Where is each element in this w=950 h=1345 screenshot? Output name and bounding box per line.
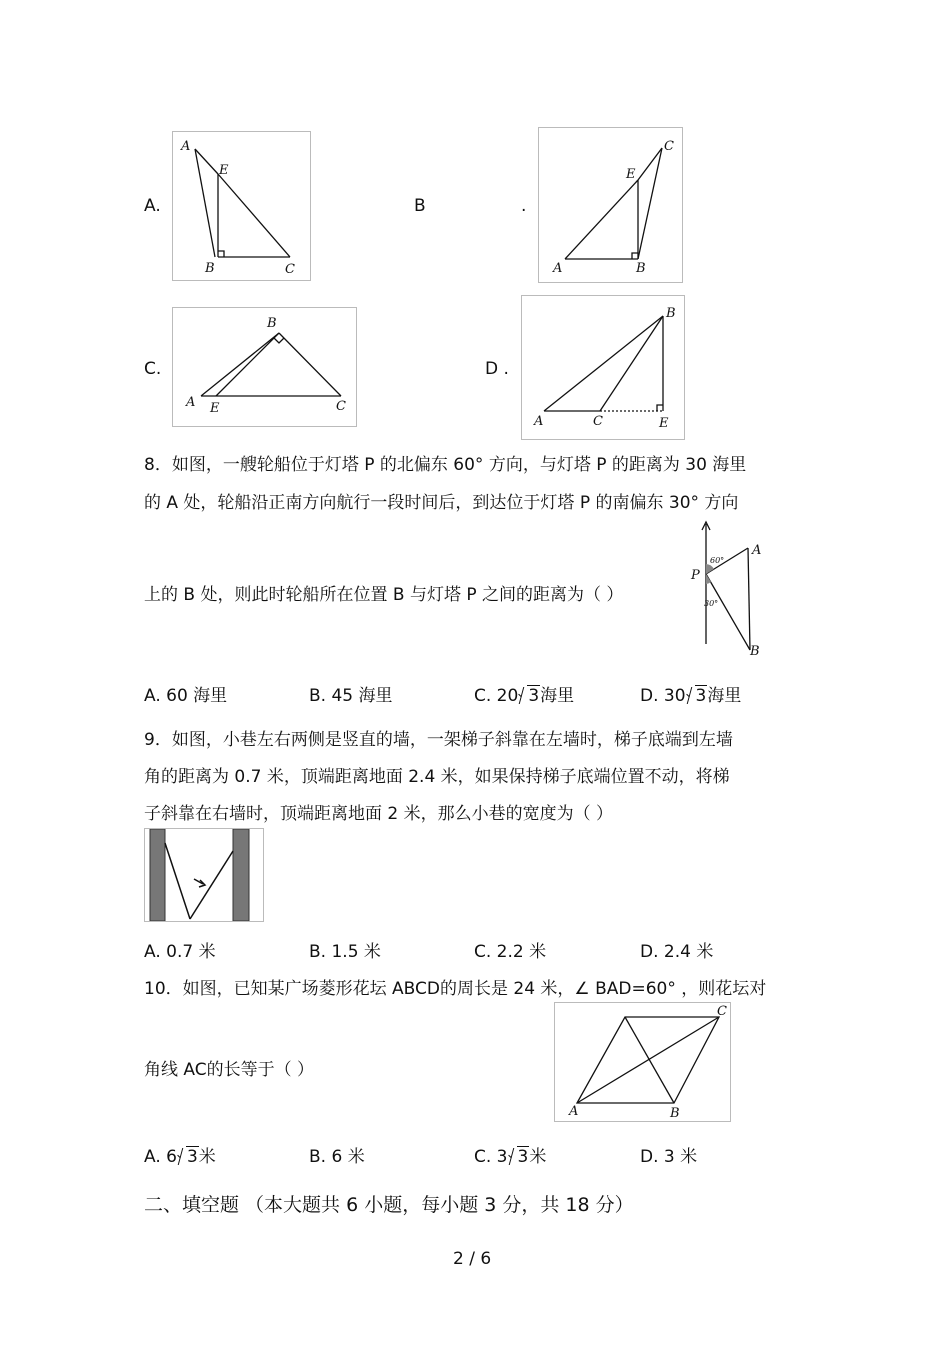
q10-line-2: 角线 AC的长等于（ ） [144,1060,315,1080]
q10-option-d: D. 3 米 [640,1147,698,1167]
label-c: C [664,139,674,154]
figure-q10-rhombus [554,1002,731,1122]
q8-option-c: C. 20 3海里 [474,686,575,706]
label-e: E [626,167,636,182]
q9-line-3: 子斜靠在右墙时，顶端距离地面 2 米，那么小巷的宽度为（ ） [144,804,614,824]
q9-option-b: B. 1.5 米 [309,942,381,962]
q8-option-d: D. 30 3海里 [640,686,742,706]
label-a: A [553,261,563,276]
figure-option-c [172,307,357,427]
option-c-label: C. [144,359,162,379]
page-number: 2 / 6 [453,1249,492,1269]
q10-line-1: 10．如图，已知某广场菱形花坛 ABCD的周长是 24 米，∠ BAD=60° ，则花坛对 [144,979,767,999]
figure-option-a [172,131,311,281]
q10-option-c: C. 3 3米 [474,1147,547,1167]
label-c: C [336,399,346,414]
figure-option-b [538,127,683,283]
label-b: B [267,316,277,331]
q9-option-d: D. 2.4 米 [640,942,714,962]
label-e: E [210,401,220,416]
section-heading-fill-blank: 二、填空题 （本大题共 6 小题，每小题 3 分，共 18 分） [144,1194,634,1216]
angle-60: 60° [710,556,725,565]
label-c: C [285,262,295,277]
angle-30: 30° [704,599,719,608]
label-b: B [670,1106,680,1121]
q9-option-c: C. 2.2 米 [474,942,547,962]
label-a: A [752,543,762,558]
label-b: B [666,306,676,321]
label-a: A [186,395,196,410]
option-b-dot: . [521,196,527,216]
label-p: P [691,568,700,583]
figure-q9-alley [144,828,264,922]
q8-line-3: 上的 B 处，则此时轮船所在位置 B 与灯塔 P 之间的距离为（ ） [144,585,624,605]
q8-line-1: 8．如图，一艘轮船位于灯塔 P 的北偏东 60° 方向，与灯塔 P 的距离为 30 海里 [144,455,747,475]
option-d-label: D . [485,359,509,379]
label-b: B [205,261,215,276]
label-c: C [593,414,603,429]
q8-option-a: A. 60 海里 [144,686,228,706]
label-a: A [569,1104,579,1119]
label-c: C [717,1004,727,1019]
figure-q8-lighthouse [688,520,768,660]
option-a-label: A. [144,196,161,216]
q8-option-b: B. 45 海里 [309,686,393,706]
q10-option-a: A. 6 3米 [144,1147,216,1167]
label-b: B [750,644,760,659]
q9-line-1: 9．如图，小巷左右两侧是竖直的墙，一架梯子斜靠在左墙时，梯子底端到左墙 [144,730,733,750]
label-a: A [181,139,191,154]
q8-line-2: 的 A 处，轮船沿正南方向航行一段时间后，到达位于灯塔 P 的南偏东 30° 方向 [144,493,739,513]
q9-line-2: 角的距离为 0.7 米，顶端距离地面 2.4 米，如果保持梯子底端位置不动，将梯 [144,767,730,787]
q9-option-a: A. 0.7 米 [144,942,216,962]
label-b: B [636,261,646,276]
label-e: E [219,163,229,178]
label-e: E [659,416,669,431]
label-a: A [534,414,544,429]
option-b-label: B [414,196,426,216]
figure-option-d [521,295,685,440]
q10-option-b: B. 6 米 [309,1147,365,1167]
